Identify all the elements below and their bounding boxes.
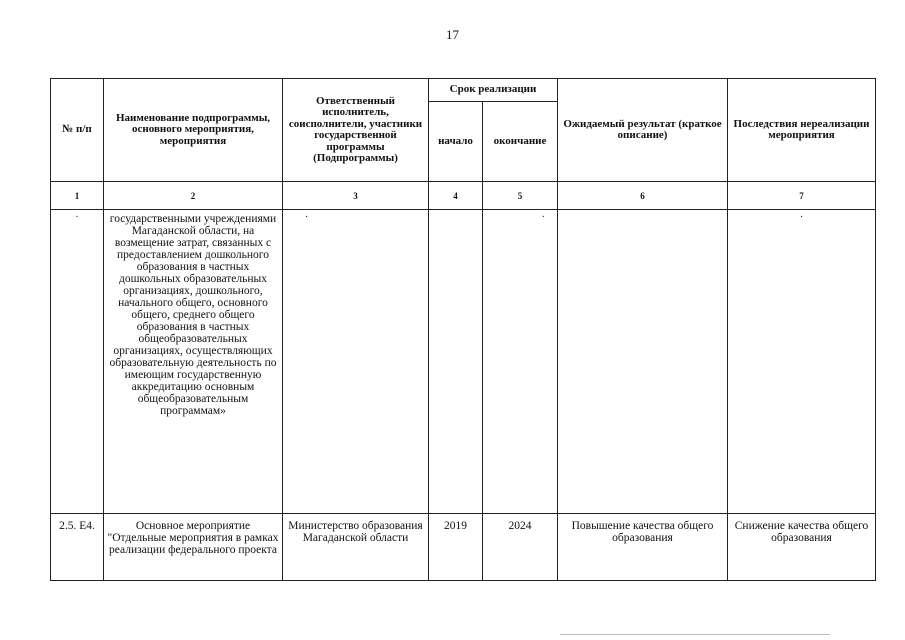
row-result-cell xyxy=(558,210,728,514)
header-result: Ожидаемый результат (краткое описание) xyxy=(558,79,728,182)
row-end-cell: 2024 xyxy=(483,514,558,581)
row-responsible-cell: · xyxy=(283,210,429,514)
header-start: начало xyxy=(429,102,483,182)
header-consequences: Последствия нереализации мероприятия xyxy=(728,79,876,182)
row-num-cell: · xyxy=(51,210,104,514)
header-period: Срок реализации xyxy=(429,79,558,102)
header-responsible: Ответственный исполнитель, соисполнители, участники государственной программы (Подпрограммы) xyxy=(283,79,429,182)
header-num: № п/п xyxy=(51,79,104,182)
column-number: 3 xyxy=(283,182,429,210)
column-number: 4 xyxy=(429,182,483,210)
row-name-cell: Основное мероприятие "Отдельные мероприятия в рамках реализации федерального проекта xyxy=(104,514,283,581)
column-number: 2 xyxy=(104,182,283,210)
program-table xyxy=(50,78,876,581)
column-number: 1 xyxy=(51,182,104,210)
column-number: 6 xyxy=(558,182,728,210)
row-responsible-cell: Министерство образования Магаданской области xyxy=(283,514,429,581)
row-start-cell xyxy=(429,210,483,514)
table-row xyxy=(51,210,876,514)
row-name-cell: государственными учреждениями Магаданской области, на возмещение затрат, связанных с предоставлением дошкольного образования в частных дошкольных образовательных организациях, дошкольного, начального общего, основного общего, среднего общего образования в частных общеобразовательных организациях, осуществляющих образовательную деятельность по имеющим государственную аккредитацию основным общеобразовательным программам» xyxy=(104,210,283,514)
column-number-row xyxy=(51,182,876,210)
header-name: Наименование подпрограммы, основного мероприятия, мероприятия xyxy=(104,79,283,182)
page-number: 17 xyxy=(446,27,459,42)
header-end: окончание xyxy=(483,102,558,182)
row-consequences-cell: · xyxy=(728,210,876,514)
row-consequences-cell: Снижение качества общего образования xyxy=(728,514,876,581)
row-end-cell: · xyxy=(483,210,558,514)
row-start-cell: 2019 xyxy=(429,514,483,581)
column-number: 5 xyxy=(483,182,558,210)
row-num-cell: 2.5. Е4. xyxy=(51,514,104,581)
row-result-cell: Повышение качества общего образования xyxy=(558,514,728,581)
table-row xyxy=(51,514,876,581)
header-row-1 xyxy=(51,79,876,102)
column-number: 7 xyxy=(728,182,876,210)
scan-artifact-line xyxy=(560,634,830,635)
